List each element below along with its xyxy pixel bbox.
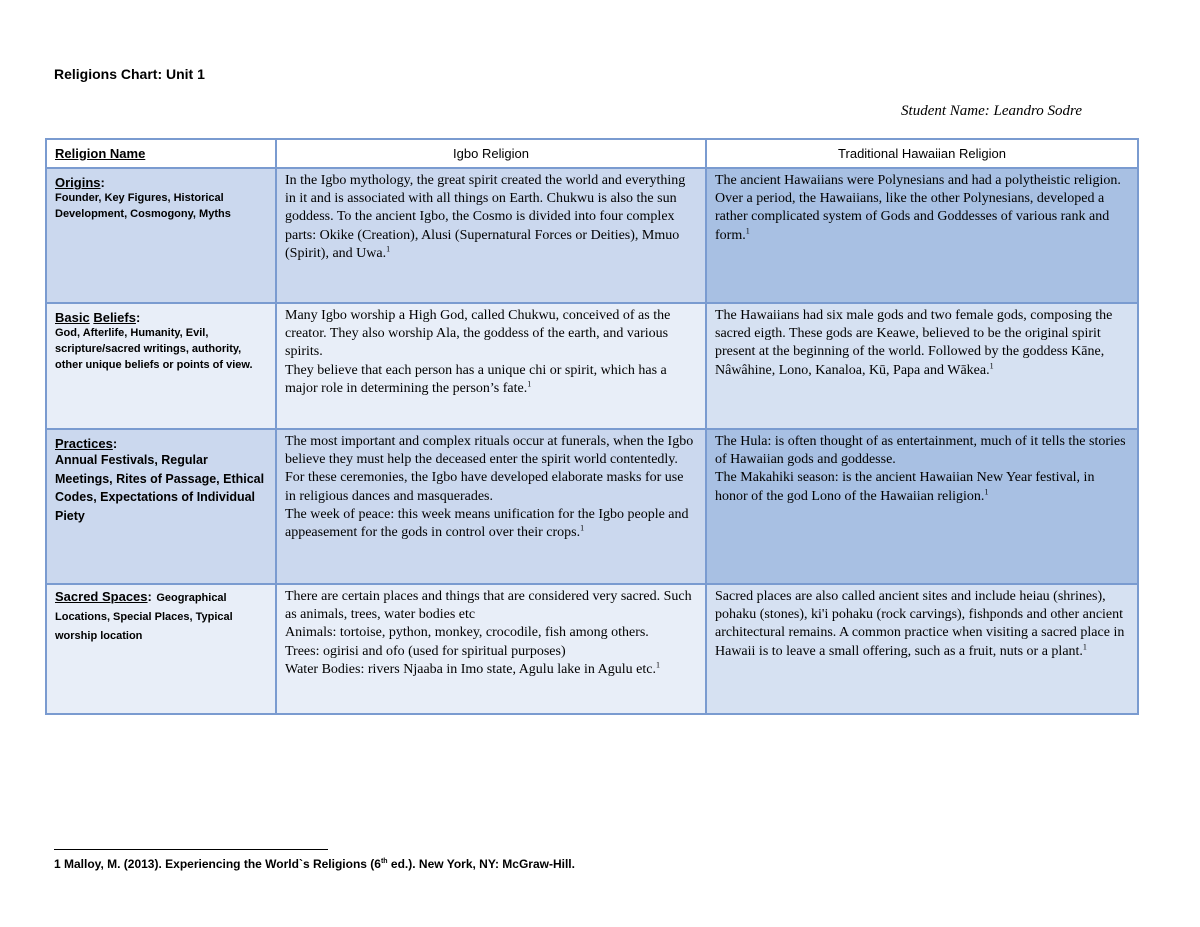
cell-igbo-sacred-spaces (276, 584, 706, 714)
row-title-text: Sacred Spaces (55, 589, 148, 604)
document-title: Religions Chart: Unit 1 (54, 66, 205, 82)
table-row-practices (46, 429, 1138, 584)
cell-text: The Hawaiians had six male gods and two female gods, composing the sacred eigth. These gods are Keawe, believed to be the original spirit present at the beginning of the world. Followed by the goddess Kāne, Nâwâhine, Lono, Kanaloa, Kū, Papa and Wākea. (715, 308, 1113, 378)
table-row-sacred-spaces (46, 584, 1138, 714)
footnote-text: 1 Malloy, M. (2013). Experiencing the World`s Religions (6 (54, 857, 381, 871)
footnote-text-end: ed.). New York, NY: McGraw-Hill. (387, 857, 575, 871)
cell-text: There are certain places and things that are considered very sacred. Such as animals, trees, water bodies etc Animals: tortoise, python, monkey, crocodile, fish among others. Trees: ogirisi and ofo (used for spiritual purposes) Water Bodies: rivers Njaaba in Imo state, Agulu lake in Agulu etc. (285, 589, 692, 677)
cell-text: The Hula: is often thought of as entertainment, much of it tells the stories of Hawaiian gods and goddesse. The Makahiki season: is the ancient Hawaiian New Year festival, in honor of the god Lono of the Hawaiian religion. (715, 434, 1126, 504)
cell-hawaiian-practices (706, 429, 1138, 584)
header-religion-name (46, 139, 276, 168)
cell-text: Sacred places are also called ancient sites and include heiau (shrines), pohaku (stones), ki'i pohaku (rock carvings), fishponds and other ancient architectural remains. A common practice when visiting a sacred place in Hawaii is to leave a small offering, such as a fruit, nuts or a plant. (715, 589, 1125, 659)
footnote-superscript: th (380, 858, 388, 865)
row-subtitle-sacred-spaces: Geographical Locations, Special Places, Typical worship location (55, 592, 233, 642)
cell-text: Many Igbo worship a High God, called Chukwu, conceived of as the creator. They also worship Ala, the goddess of the earth, and various spirits. They believe that each person has a unique chi or spirit, which has a major role in determining the person’s fate. (285, 308, 671, 396)
footnote-ref: 1 (580, 523, 585, 533)
cell-igbo-origins (276, 168, 706, 303)
header-igbo (276, 139, 706, 168)
row-subtitle-practices: Annual Festivals, Regular Meetings, Rites of Passage, Ethical Codes, Expectations of Individual Piety (55, 453, 265, 523)
header-hawaiian-label: Traditional Hawaiian Religion (838, 146, 1006, 161)
row-title-colon: : (135, 310, 141, 325)
cell-hawaiian-basic-beliefs (706, 303, 1138, 429)
religions-chart-table (45, 138, 1139, 715)
cell-text: The most important and complex rituals occur at funerals, when the Igbo believe they must help the deceased enter the spirit world contentedly. For these ceremonies, the Igbo have developed elaborate masks for use in religious dances and masquerades. The week of peace: this week means unification for the Igbo people and appeasement for the gods in control over their crops. (285, 434, 694, 541)
row-title-practices (55, 436, 267, 451)
row-title-basic-beliefs (55, 310, 267, 325)
cell-hawaiian-sacred-spaces (706, 584, 1138, 714)
footnote-ref: 1 (655, 660, 660, 670)
cell-text: The ancient Hawaiians were Polynesians and had a polytheistic religion. Over a period, the Hawaiians, like the other Polynesians, developed a rather complicated system of Gods and Goddesses of various rank and form. (715, 173, 1121, 243)
footnote-ref: 1 (984, 486, 989, 496)
row-title-text: Practices (55, 436, 113, 451)
row-label-origins (46, 168, 276, 303)
header-religion-name-label: Religion Name (55, 145, 146, 161)
footnote-ref: 1 (527, 379, 532, 389)
footnote-ref: 1 (1082, 641, 1087, 651)
header-igbo-label: Igbo Religion (453, 146, 529, 161)
row-title-colon: : (112, 436, 118, 451)
cell-text: In the Igbo mythology, the great spirit created the world and everything in it and is associated with all things on Earth. Chukwu is also the sun goddess. To the ancient Igbo, the Cosmo is divided into four complex parts: Okike (Creation), Alusi (Supernatural Forces or Deities), Mmuo (Spirit), and Uwa. (285, 173, 686, 261)
row-title-text: Basic (55, 310, 90, 325)
cell-hawaiian-origins (706, 168, 1138, 303)
row-label-practices (46, 429, 276, 584)
footnote-ref: 1 (989, 360, 994, 370)
row-title-colon: : (147, 589, 152, 604)
cell-igbo-practices (276, 429, 706, 584)
table-header-row (46, 139, 1138, 168)
header-hawaiian (706, 139, 1138, 168)
footnote (54, 857, 575, 871)
row-label-sacred-spaces (46, 584, 276, 714)
row-title-text: Origins (55, 175, 101, 190)
student-name: Student Name: Leandro Sodre (901, 103, 1082, 119)
table-row-origins (46, 168, 1138, 303)
row-title-sacred-spaces (55, 589, 152, 604)
row-subtitle-origins: Founder, Key Figures, Historical Development, Cosmogony, Myths (55, 192, 231, 220)
row-title-text: Beliefs (93, 310, 136, 325)
footnote-ref: 1 (745, 225, 750, 235)
table-row-basic-beliefs (46, 303, 1138, 429)
footnote-ref: 1 (386, 244, 391, 254)
row-title-origins (55, 175, 267, 190)
row-title-colon: : (100, 175, 105, 190)
footnote-separator (54, 849, 328, 850)
row-subtitle-basic-beliefs: God, Afterlife, Humanity, Evil, scripture/sacred writings, authority, other unique beliefs or points of view. (55, 327, 253, 371)
cell-igbo-basic-beliefs (276, 303, 706, 429)
row-label-basic-beliefs (46, 303, 276, 429)
